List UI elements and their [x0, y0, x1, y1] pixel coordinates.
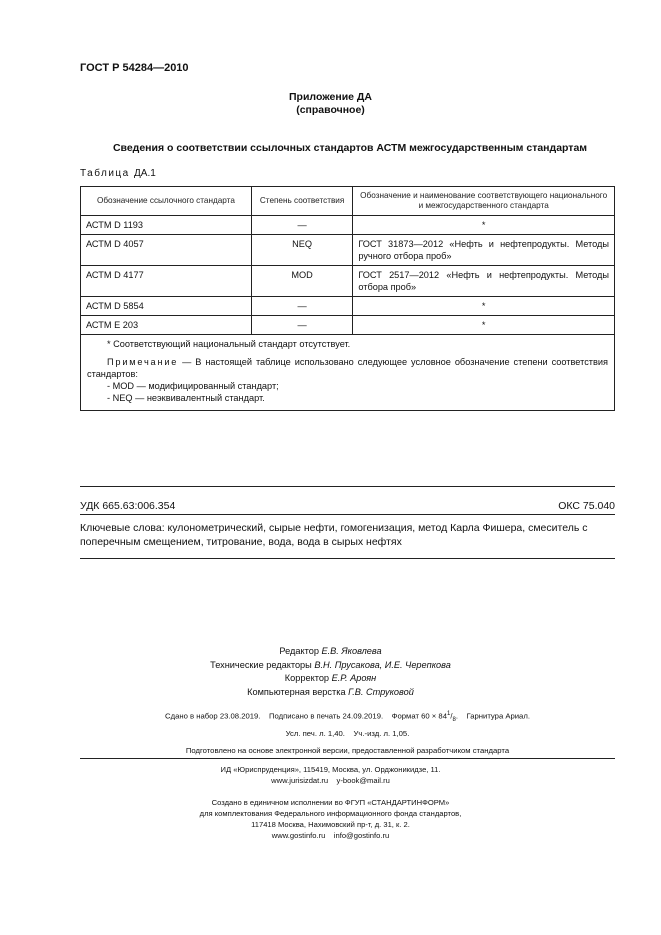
- credit-corrector: [0, 672, 661, 686]
- note-item-neq: - NEQ — неэквивалентный стандарт.: [107, 393, 265, 403]
- credit-editor-name: Е.В. Яковлева: [321, 646, 382, 656]
- appendix-title: Приложение ДА: [289, 91, 372, 103]
- keywords: Ключевые слова: кулонометрический, сырые нефти, гомогенизация, метод Карла Фишера, смеситель с поперечным смещением, титрование, вода, вода в сырых нефтях: [80, 522, 588, 548]
- pub-line-2: Усл. печ. л. 1,40. Уч.-изд. л. 1,05.: [285, 729, 410, 739]
- cell-standard: АСТМ D 1193: [81, 216, 252, 235]
- credits-block: [0, 645, 661, 699]
- cell-degree: NEQ: [251, 235, 352, 266]
- credit-corrector-name: Е.Р. Ароян: [331, 673, 377, 683]
- note-item-mod: - MOD — модифицированный стандарт;: [107, 381, 279, 391]
- credit-layout: [0, 686, 661, 700]
- credit-layout-name: Г.В. Струковой: [348, 686, 414, 697]
- cell-degree: —: [251, 297, 352, 316]
- cell-national: *: [353, 216, 615, 235]
- credit-tech-names: В.Н. Прусакова, И.Е. Черепкова: [314, 659, 451, 670]
- divider-publisher: [80, 758, 615, 759]
- publication-info: [80, 708, 615, 757]
- cell-standard: АСТМ D 4177: [81, 266, 252, 297]
- credit-corrector-label: Корректор: [284, 673, 330, 683]
- publisher-line-1: ИД «Юриспруденция», 115419, Москва, ул. Орджоникидзе, 11.: [220, 765, 441, 774]
- divider-middle: [80, 514, 615, 515]
- cell-degree: MOD: [251, 266, 352, 297]
- cell-standard: АСТМ D 5854: [81, 297, 252, 316]
- note-label: Примечание: [107, 357, 179, 367]
- credit-layout-label: Компьютерная верстка: [247, 686, 346, 697]
- table-row: [81, 235, 615, 266]
- table-row: [81, 297, 615, 316]
- pub-line-3: Подготовлено на основе электронной версии, предоставленной разработчиком стандарта: [185, 746, 510, 756]
- format-fraction-num: 1: [446, 711, 451, 717]
- cell-national: ГОСТ 2517—2012 «Нефть и нефтепродукты. Методы отбора проб»: [353, 266, 615, 297]
- table-row: [81, 216, 615, 235]
- pub-line-1: Сдано в набор 23.08.2019. Подписано в печать 24.09.2019. Формат $60 \times 84^1/_8$. Гарнитура Ариал.: [165, 711, 530, 724]
- table-caption-number: ДА.1: [134, 168, 156, 179]
- credit-tech-editors: [0, 659, 661, 673]
- header-ref-standard: Обозначение ссылочного стандарта: [81, 187, 252, 216]
- section-title: Сведения о соответствии ссылочных стандартов АСТМ межгосударственным стандартам: [112, 142, 588, 154]
- document-code: ГОСТ Р 54284—2010: [80, 62, 189, 74]
- table-notes: [81, 335, 615, 411]
- table-header-row: [81, 187, 615, 216]
- cell-degree: —: [251, 316, 352, 335]
- publisher-line-2: www.jurisizdat.ru y-book@mail.ru: [271, 776, 390, 785]
- producer-line-1: Создано в единичном исполнении во ФГУП «СТАНДАРТИНФОРМ»: [211, 798, 450, 807]
- standards-table: [80, 186, 615, 411]
- appendix-heading: [0, 91, 661, 117]
- producer-line-4: www.gostinfo.ru info@gostinfo.ru: [271, 831, 390, 840]
- table-note: [87, 356, 608, 380]
- cell-national: ГОСТ 31873—2012 «Нефть и нефтепродукты. Методы ручного отбора проб»: [353, 235, 615, 266]
- udc-code: УДК 665.63:006.354: [80, 500, 176, 512]
- header-national-standard: Обозначение и наименование соответствующего национального и межгосударственного стандарта: [353, 187, 615, 216]
- divider-bottom: [80, 558, 615, 559]
- cell-standard: АСТМ E 203: [81, 316, 252, 335]
- table-caption: [80, 168, 156, 179]
- pub-line-1a: Сдано в набор 23.08.2019. Подписано в печать 24.09.2019. Формат 60 × 84: [165, 711, 447, 721]
- table-note-row: [81, 335, 615, 411]
- table-caption-word: Таблица: [80, 168, 130, 179]
- producer-info: [0, 797, 661, 841]
- pub-line-1b: . Гарнитура Ариал.: [455, 711, 530, 721]
- cell-degree: —: [251, 216, 352, 235]
- cell-national: *: [353, 297, 615, 316]
- credit-tech-label: Технические редакторы: [210, 659, 312, 670]
- note-text: — В настоящей таблице использовано следующее условное обозначение степени соответствия стандартов:: [87, 357, 608, 379]
- credit-editor-label: Редактор: [279, 646, 319, 656]
- publisher-info: [0, 764, 661, 786]
- producer-line-2: для комплектования Федерального информационного фонда стандартов,: [199, 809, 462, 818]
- appendix-subtitle: (справочное): [296, 104, 365, 116]
- credit-editor: [0, 645, 661, 659]
- table-row: [81, 266, 615, 297]
- header-degree: Степень соответствия: [251, 187, 352, 216]
- oks-code: ОКС 75.040: [558, 500, 615, 512]
- producer-line-3: 117418 Москва, Нахимовский пр-т, д. 31, к. 2.: [251, 820, 410, 829]
- cell-standard: АСТМ D 4057: [81, 235, 252, 266]
- table-footnote: * Соответствующий национальный стандарт отсутствует.: [107, 339, 351, 349]
- table-row: [81, 316, 615, 335]
- divider-top: [80, 486, 615, 487]
- format-fraction-den: 8: [452, 717, 456, 724]
- cell-national: *: [353, 316, 615, 335]
